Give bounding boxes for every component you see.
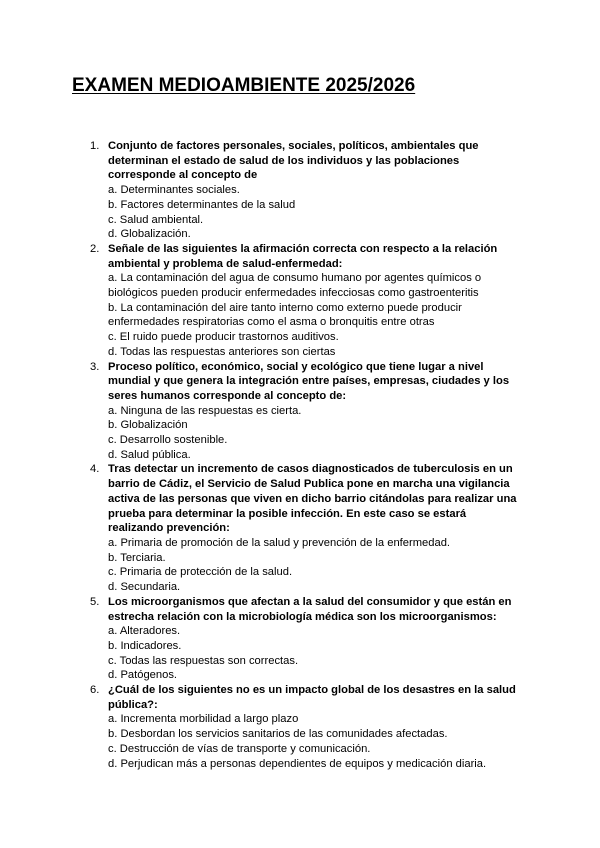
answer-option-a: a. Ninguna de las respuestas es cierta. (108, 404, 302, 417)
answer-option-c: c. El ruido puede producir trastornos auditivos. (108, 331, 339, 344)
question-4 (90, 462, 520, 594)
answer-options (108, 624, 520, 683)
answer-option-a: a. La contaminación del agua de consumo humano por agentes químicos o biológicos pueden producir enfermedades infecciosas como gastroenteritis (108, 272, 482, 300)
answer-option-d: d. Salud pública. (108, 448, 191, 461)
answer-option-c: c. Todas las respuestas son correctas. (108, 654, 299, 667)
question-number: 4. (90, 463, 100, 476)
answer-options (108, 404, 520, 463)
answer-option-b: b. La contaminación del aire tanto interno como externo puede producir enfermedades respiratorias como el asma o bronquitis entre otras (108, 301, 462, 329)
answer-option-d: d. Secundaria. (108, 581, 181, 594)
question-number: 6. (90, 684, 100, 697)
question-6 (90, 683, 520, 771)
answer-option-d: d. Globalización. (108, 228, 191, 241)
answer-option-c: c. Salud ambiental. (108, 213, 204, 226)
answer-option-b: b. Globalización (108, 419, 188, 432)
answer-option-b: b. Factores determinantes de la salud (108, 198, 296, 211)
answer-options (108, 712, 520, 771)
question-2 (90, 242, 520, 360)
answer-option-d: d. Todas las respuestas anteriores son ciertas (108, 345, 336, 358)
question-text: Proceso político, económico, social y ecológico que tiene lugar a nivel mundial y que genera la integración entre países, empresas, ciudades y los seres humanos corresponde al concepto de: (108, 360, 510, 402)
question-number: 2. (90, 242, 100, 255)
question-text: Conjunto de factores personales, sociales, políticos, ambientales que determinan el estado de salud de los individuos y las poblaciones corresponde al concepto de (108, 140, 479, 182)
question-number: 1. (90, 140, 100, 152)
question-list (90, 139, 520, 771)
question-text: Los microorganismos que afectan a la salud del consumidor y que están en estrecha relación con la microbiología médica son los microorganismos: (108, 595, 512, 623)
answer-option-c: c. Destrucción de vías de transporte y comunicación. (108, 742, 371, 755)
question-1 (90, 139, 520, 242)
answer-option-d: d. Patógenos. (108, 669, 178, 682)
question-text: ¿Cuál de los siguientes no es un impacto global de los desastres en la salud pública?: (108, 684, 516, 711)
answer-option-a: a. Determinantes sociales. (108, 184, 240, 197)
question-number: 3. (90, 360, 100, 373)
question-3 (90, 360, 520, 463)
question-5 (90, 595, 520, 683)
answer-option-d: d. Perjudican más a personas dependientes de equipos y medicación diaria. (108, 757, 487, 770)
question-number: 5. (90, 595, 100, 608)
question-text: Señale de las siguientes la afirmación correcta con respecto a la relación ambiental y problema de salud-enfermedad: (108, 242, 498, 270)
answer-option-a: a. Alteradores. (108, 625, 181, 638)
answer-option-b: b. Desbordan los servicios sanitarios de las comunidades afectadas. (108, 728, 448, 741)
exam-title: EXAMEN MEDIOAMBIENTE 2025/2026 (72, 75, 416, 96)
answer-option-a: a. Primaria de promoción de la salud y prevención de la enfermedad. (108, 536, 451, 549)
answer-option-b: b. Indicadores. (108, 639, 182, 652)
answer-option-a: a. Incrementa morbilidad a largo plazo (108, 713, 299, 726)
answer-options (108, 271, 520, 359)
question-text: Tras detectar un incremento de casos diagnosticados de tuberculosis en un barrio de Cádiz, el Servicio de Salud Publica pone en marcha una vigilancia activa de las personas que viven en dicho barrio citándolas para realizar una prueba para determinar la posible infección. En este caso se estará realizando prevención: (108, 463, 517, 535)
answer-option-b: b. Terciaria. (108, 551, 166, 564)
answer-option-c: c. Desarrollo sostenible. (108, 434, 228, 447)
answer-option-c: c. Primaria de protección de la salud. (108, 566, 293, 579)
answer-options (108, 183, 520, 242)
answer-options (108, 536, 520, 595)
